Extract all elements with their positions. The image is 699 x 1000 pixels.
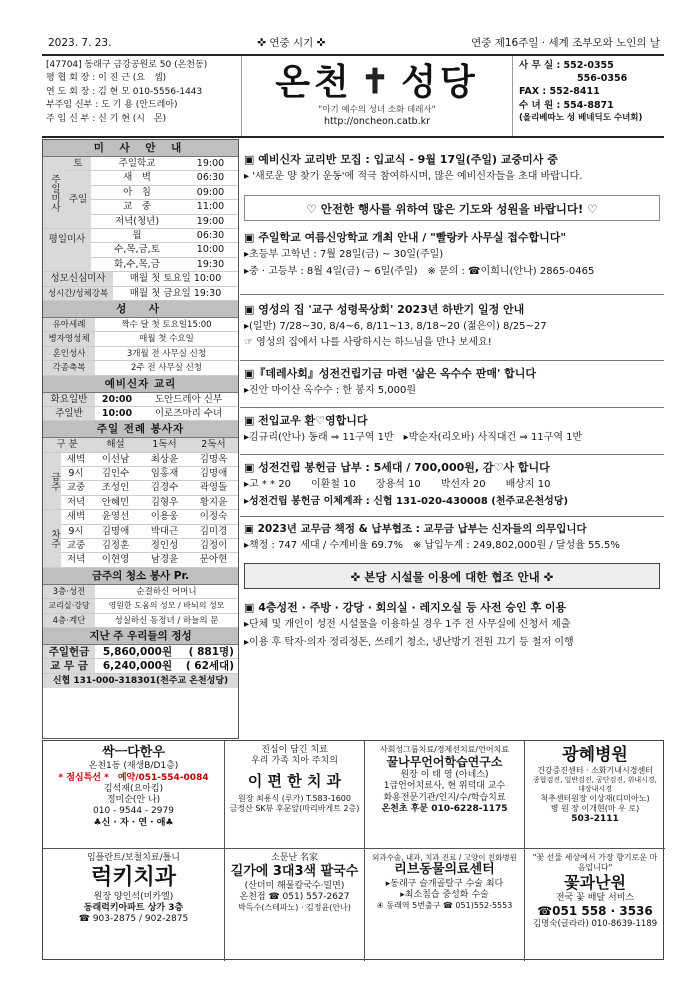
ad-line: 정미순(안 나) bbox=[106, 795, 161, 805]
notice-retreat: ▣ 영성의 집 '교구 성령묵상회' 2023년 하반기 일정 안내 bbox=[244, 303, 525, 316]
ministers-header bbox=[43, 438, 238, 452]
ad-line: 소문난 名家 bbox=[271, 853, 318, 863]
sacrament-row bbox=[43, 347, 238, 361]
notice-corn-sale: ▣『데레사회』성전건립기금 마련 '삶은 옥수수 판매' 합니다 bbox=[244, 366, 537, 380]
ad-line: 503-2111 bbox=[571, 813, 619, 824]
title-part-1: 온천 bbox=[275, 61, 353, 103]
ad-title: 꿀나무언어학습연구소 bbox=[386, 755, 503, 769]
cell: 남경윤 bbox=[140, 553, 189, 567]
ad-line: 임플란트/보철치료/틀니 bbox=[86, 853, 180, 863]
ad-line: * 점심특선 * 예약/051-554-0084 bbox=[58, 772, 209, 783]
mass-name: 저녁(청년) bbox=[91, 215, 183, 229]
sunday-label: 주일 bbox=[65, 171, 91, 229]
ad-line: ♣신 · 자 · 연 · 애♣ bbox=[93, 817, 174, 828]
ads-grid bbox=[42, 740, 664, 960]
cleaning-row bbox=[43, 614, 238, 628]
catechumen-title: 예비신자 교리 bbox=[43, 376, 238, 393]
cell: 황지윤 bbox=[189, 496, 238, 510]
sacrament-title: 성 사 bbox=[43, 301, 238, 318]
notice-summer-school: ▣ 주일학교 여름신앙학교 개최 안내 / "빨랑카 사무실 접수합니다" bbox=[244, 231, 567, 245]
col-head: 구 분 bbox=[43, 438, 91, 452]
parish-info bbox=[42, 56, 242, 136]
notice-church-fee-a: ▸책정 : 747 세대 / 수계비율 69.7% ※ 납입누계 : 249,802,000원 / 달성율 55.5% bbox=[244, 540, 620, 552]
notice-summer-school-b: ▸중 · 고등부 : 8월 4일(금) ~ 6일(주일) ※ 문의 : ☎이희니(안나) 2865-0465 bbox=[244, 265, 595, 277]
ad-line: ▸동래구 슬개골탈구 수술 최다 bbox=[385, 878, 504, 889]
vice-president: 연 도 회 장 : 김 현 모 010-5556-1443 bbox=[46, 86, 203, 97]
masthead bbox=[42, 54, 664, 138]
offering-row bbox=[43, 645, 238, 659]
special-time: 매월 첫 금요일 19:30 bbox=[129, 287, 222, 299]
mass-guide-title: 미 사 안 내 bbox=[43, 140, 238, 157]
ad-line: 원장 최용식 (루카) T.583-1600 bbox=[238, 794, 351, 804]
ad-title: 광혜병원 bbox=[562, 745, 628, 765]
mass-name: 아 침 bbox=[91, 186, 183, 200]
ministers-next-week bbox=[43, 510, 238, 568]
sunday-mass-label: 주일미사 bbox=[43, 157, 65, 229]
notice-building-fund-b: ▸성전건립 봉헌금 이체계좌 : 신협 131-020-430008 (천주교온천성당) bbox=[244, 495, 569, 507]
notice-catechumen: ▣ 예비신자 교리반 모집 : 입교식 - 9월 17일(주일) 교중미사 중 bbox=[244, 153, 558, 166]
fax: FAX : 552-8411 bbox=[519, 86, 600, 98]
sacrament-row bbox=[43, 318, 238, 332]
ad-line: 원장 이 태 영 (아네스) bbox=[400, 770, 489, 780]
notice-corn-sale-a: ▸진안 마이산 옥수수 : 한 봉지 5,000원 bbox=[244, 384, 417, 396]
notice-facility: ▣ 4층성전 · 주방 · 강당 · 회의실 · 레지오실 등 사전 승인 후 이용 bbox=[244, 600, 567, 614]
cleaning-area: 3층·성전 bbox=[43, 585, 95, 598]
ad-title: 럭키치과 bbox=[90, 864, 176, 891]
ministers-title: 주일 전례 봉사자 bbox=[43, 421, 238, 438]
weekday-mass-label: 평일미사 bbox=[43, 229, 91, 272]
notice-building-fund-a: ▸고 * * 20 이환철 10 장용석 10 박선자 20 배상지 10 bbox=[244, 479, 551, 490]
ad-noodle bbox=[225, 849, 365, 961]
saturday-label: 토 bbox=[65, 157, 91, 171]
offering-amount: 5,860,000원 bbox=[102, 646, 173, 659]
ad-line: 동래럭키아파트 상가 3층 bbox=[83, 903, 184, 913]
ad-line: 사회성그룹치료/경제선치료/언어치료 bbox=[379, 745, 510, 754]
cell: 김인수 bbox=[91, 467, 140, 481]
ad-title: 이 편 한 치 과 bbox=[247, 771, 342, 790]
mass-name: 화,수,목,금 bbox=[91, 258, 183, 272]
ad-hospital bbox=[525, 741, 665, 849]
ad-title: 싹ㅡ다한우 bbox=[102, 745, 165, 760]
offering-amount: 6,240,000원 bbox=[102, 660, 173, 673]
col-head: 해설 bbox=[91, 438, 140, 452]
address: [47704] 동래구 금강공원로 50 (온천동) bbox=[46, 60, 208, 70]
notice-retreat-a: ▸(일반) 7/28~30, 8/4~6, 8/11~13, 8/18~20 (젊은이) 8/25~27 bbox=[244, 320, 547, 332]
office-phone: 사 무 실 : 552-0355 bbox=[519, 60, 614, 71]
cell: 이용웅 bbox=[140, 510, 189, 524]
ad-line: 종합검진, 일반검진, 공단검진, 위내시경, 대장내시경 bbox=[533, 776, 657, 793]
sacrament-row bbox=[43, 361, 238, 375]
top-line bbox=[48, 36, 660, 52]
office-phone-2: 556-0356 bbox=[577, 73, 628, 85]
ad-title: 꽃과난원 bbox=[564, 873, 626, 892]
title-block bbox=[242, 56, 512, 136]
notice-facility-b: ▸이용 후 탁자·의자 정리정돈, 쓰레기 청소, 냉난방기 전원 끄기 등 철저 이행 bbox=[244, 636, 574, 648]
cleaning-area: 교리실·강당 bbox=[43, 599, 95, 612]
ad-line: (산더미 해물칼국수·밀면) bbox=[244, 880, 345, 891]
cell: 9시 bbox=[61, 525, 91, 539]
class-teacher: 도안드레아 신부 bbox=[154, 393, 223, 405]
ad-beef bbox=[43, 741, 225, 849]
ad-line: 박득수(스테파노) · 김정윤(안나) bbox=[238, 903, 351, 912]
ad-line: ☎ 903-2875 / 902-2875 bbox=[78, 914, 189, 925]
this-week-label: 금주 bbox=[43, 453, 61, 511]
safety-banner: ♡ 안전한 행사를 위하여 많은 기도와 성원을 바랍니다! ♡ bbox=[244, 195, 660, 221]
mass-name: 월 bbox=[91, 229, 183, 243]
facility-banner: ✜ 본당 시설물 이용에 대한 협조 안내 ✜ bbox=[244, 563, 660, 589]
cell: 곽영돌 bbox=[189, 481, 238, 495]
class-label: 화요일반 bbox=[43, 393, 95, 406]
cell: 이현영 bbox=[91, 553, 140, 567]
cell: 김명애 bbox=[91, 525, 140, 539]
sacrament-label: 혼인성사 bbox=[43, 347, 95, 360]
ad-language bbox=[365, 741, 525, 849]
special-time: 매월 첫 토요일 10:00 bbox=[129, 273, 222, 285]
ad-line: ④ 동래역 5번출구 ☎ 051)552-5553 bbox=[376, 901, 513, 911]
ad-line: 금정산 SK뷰 후문앞(따리바게트 2층) bbox=[229, 804, 360, 814]
cell: 문아현 bbox=[189, 553, 238, 567]
ad-line: 전국 꽃 배달 서비스 bbox=[555, 893, 635, 903]
ad-line: 김명숙(글라라) 010-8639-1189 bbox=[532, 919, 658, 930]
contact-info bbox=[512, 56, 664, 136]
sacrament-label: 유아세례 bbox=[43, 318, 95, 331]
convent-name: (올리베따노 성 베네딕도 수녀회) bbox=[519, 112, 643, 123]
ad-title: 길가에 3대3색 팥국수 bbox=[230, 864, 359, 880]
ad-line: 원장 양인석(미카엘) bbox=[93, 891, 174, 902]
ad-vet bbox=[365, 849, 525, 961]
notice-retreat-b: ☞ 영성의 집에서 나를 사랑하시는 하느님을 만나 보세요! bbox=[244, 337, 492, 349]
pastor: 주 임 신 부 : 신 기 현 (시 몬) bbox=[46, 113, 167, 124]
cell: 김정훈 bbox=[91, 539, 140, 553]
next-week-label: 차주 bbox=[43, 510, 61, 568]
season: ✜ 연중 시기 ✜ bbox=[257, 37, 326, 50]
cell: 안혜민 bbox=[91, 496, 140, 510]
mass-time: 09:00 bbox=[183, 186, 238, 200]
notice-facility-a: ▸단체 및 개인이 성전 시설물을 이용하실 경우 1주 전 사무실에 신청서 제출 bbox=[244, 619, 571, 631]
class-time: 10:00 bbox=[101, 407, 133, 419]
mass-time: 19:00 bbox=[183, 215, 238, 229]
sunday-mass-table bbox=[43, 157, 238, 229]
ad-flower bbox=[525, 849, 665, 961]
special-mass-row bbox=[43, 272, 238, 286]
parish-title bbox=[242, 60, 512, 105]
mass-name: 수,목,금,토 bbox=[91, 243, 183, 257]
cell: 9시 bbox=[61, 467, 91, 481]
title-part-2: 성당 bbox=[401, 61, 479, 103]
ad-line: 1급언어치료사, 현 위덕대 교수 bbox=[383, 781, 506, 792]
ministers-this-week bbox=[43, 453, 238, 511]
cell: 조성인 bbox=[91, 481, 140, 495]
cell: 임홍재 bbox=[140, 467, 189, 481]
cleaning-title: 금주의 청소 봉사 Pr. bbox=[43, 568, 238, 585]
cell: 김명옥 bbox=[189, 453, 238, 467]
cell: 이선남 bbox=[91, 453, 140, 467]
col-head: 1독서 bbox=[140, 438, 189, 452]
offering-label: 주일헌금 bbox=[43, 645, 95, 658]
cell: 김미경 bbox=[189, 525, 238, 539]
cell: 저녁 bbox=[61, 496, 91, 510]
mass-name: 주일학교 bbox=[91, 157, 183, 171]
notice-catechumen-body: ▸ '새로운 양 찾기 운동'에 적극 참여하시며, 많은 예비신자들을 초대 바랍니다. bbox=[244, 170, 583, 182]
ad-line: "꽃 선물 세상에서 가장 향기로운 마음입니다" bbox=[532, 853, 658, 872]
website-link[interactable]: http://oncheon.catb.kr bbox=[323, 115, 431, 127]
cell: 최상윤 bbox=[140, 453, 189, 467]
catechumen-row bbox=[43, 393, 238, 407]
ad-dental-2 bbox=[43, 849, 225, 961]
notice-welcome: ▣ 전입교우 환♡영합니다 bbox=[244, 414, 368, 427]
motto: "아기 예수의 성녀 소화 데레사" bbox=[318, 105, 436, 115]
ad-line: 온천점 ☎ 051) 557-2627 bbox=[239, 891, 350, 902]
left-column bbox=[42, 139, 239, 739]
ad-line: 병 원 장 이개현(마 우 로) bbox=[550, 803, 640, 813]
ad-line: 진심이 담긴 치료 bbox=[261, 745, 328, 755]
mass-time: 06:30 bbox=[183, 171, 238, 185]
class-teacher: 이로즈마리 수녀 bbox=[154, 407, 223, 419]
offering-count: ( 881명) bbox=[188, 646, 234, 659]
sacrament-detail: 매월 첫 수요일 bbox=[139, 334, 194, 345]
col-head: 2독서 bbox=[189, 438, 238, 452]
cell: 김경수 bbox=[140, 481, 189, 495]
cleaning-area: 4층·계단 bbox=[43, 614, 95, 627]
cell: 김형우 bbox=[140, 496, 189, 510]
sacrament-detail: 짝수 달 첫 토요일15:00 bbox=[121, 319, 212, 330]
bank-account: 신협 131-000-318301(천주교 온천성당) bbox=[43, 674, 238, 688]
notice-church-fee: ▣ 2023년 교무금 책정 & 납부협조 : 교무금 납부는 신자들의 의무입니다 bbox=[244, 523, 587, 535]
catechumen-row bbox=[43, 407, 238, 421]
cross-icon: ✝ bbox=[360, 62, 394, 103]
cell: 박대근 bbox=[140, 525, 189, 539]
convent-phone: 수 녀 원 : 554-8871 bbox=[519, 99, 614, 111]
council-president: 평 협 회 장 : 이 진 근 (요 셉) bbox=[46, 73, 167, 84]
offering-row bbox=[43, 659, 238, 673]
mass-name: 새 벽 bbox=[91, 171, 183, 185]
ad-line: 온천초 후문 010-6228-1175 bbox=[381, 803, 508, 814]
ad-line: 온천1동 (재생B/D1층) bbox=[88, 761, 179, 772]
issue-date: 2023. 7. 23. bbox=[48, 37, 112, 50]
ad-line: 우리 가족 치아 주치의 bbox=[251, 756, 338, 767]
notices bbox=[240, 139, 664, 739]
cleaning-row bbox=[43, 599, 238, 613]
offering-label: 교 무 금 bbox=[43, 659, 95, 672]
class-time: 20:00 bbox=[101, 393, 133, 405]
special-mass-row bbox=[43, 287, 238, 301]
special-label: 성모신심미사 bbox=[43, 272, 113, 285]
class-label: 주일반 bbox=[43, 407, 95, 420]
sacrament-row bbox=[43, 332, 238, 346]
ad-line: 화용전문기관/인지/수/학습치료 bbox=[383, 792, 506, 803]
ad-line: 010 - 9544 - 2979 bbox=[93, 806, 174, 817]
sunday-title: 연중 제16주일 · 세계 조부모와 노인의 날 bbox=[471, 37, 660, 50]
sacrament-label: 병자영성체 bbox=[43, 332, 95, 345]
sacrament-detail: 3개월 전 사무실 신청 bbox=[126, 348, 207, 359]
ad-line: 외과수술, 내과, 치과 진료 / 고양이 친화병원 bbox=[372, 853, 517, 862]
assistant-priest: 부주임 신부 : 도 기 용 (안드레아) bbox=[46, 100, 178, 111]
ad-line: 건강증진센터 · 소화기내시경센터 bbox=[537, 766, 653, 776]
notice-summer-school-a: ▸초등부 고학년 : 7월 28일(금) ~ 30일(주일) bbox=[244, 249, 444, 260]
mass-time: 10:00 bbox=[183, 243, 238, 257]
cell: 교중 bbox=[61, 481, 91, 495]
ad-line: ▸최소침습 중성화 수술 bbox=[400, 889, 489, 900]
ad-line: ☎051 558 · 3536 bbox=[537, 904, 653, 919]
cleaning-group: 성실하신 동정녀 / 하늘의 문 bbox=[114, 615, 219, 626]
cell: 이정숙 bbox=[189, 510, 238, 524]
cell: 김명애 bbox=[189, 467, 238, 481]
mass-time: 11:00 bbox=[183, 200, 238, 214]
ad-line: 척추센터원장 이상재(디미아노) bbox=[540, 793, 650, 803]
notice-welcome-a: ▸김규리(안나) 동래 ⇒ 11구역 1반 ▸박순자(리오바) 사직대건 ⇒ 11구역 1반 bbox=[244, 431, 583, 443]
sacrament-detail: 2주 전 사무실 신청 bbox=[131, 363, 202, 374]
cleaning-group: 영원한 도움의 성모 / 바뇌의 성모 bbox=[108, 601, 225, 611]
sacrament-label: 각종축복 bbox=[43, 361, 95, 374]
mass-time: 19:00 bbox=[183, 157, 238, 171]
cell: 교중 bbox=[61, 539, 91, 553]
cell: 새벽 bbox=[61, 453, 91, 467]
offering-count: ( 62세대) bbox=[185, 660, 234, 673]
special-label: 성시간/성체강복 bbox=[43, 287, 113, 300]
weekday-mass-table bbox=[43, 229, 238, 272]
mass-time: 06:30 bbox=[183, 229, 238, 243]
ad-line: 김석재(요아킴) bbox=[103, 783, 164, 794]
ad-title: 리브동물의료센터 bbox=[394, 862, 495, 878]
cell: 김정이 bbox=[189, 539, 238, 553]
cell: 새벽 bbox=[61, 510, 91, 524]
cell: 저녁 bbox=[61, 553, 91, 567]
cleaning-row bbox=[43, 585, 238, 599]
offering-title: 지난 주 우리들의 정성 bbox=[43, 628, 238, 645]
ad-dental-1 bbox=[225, 741, 365, 849]
cleaning-group: 순결하신 어머니 bbox=[136, 586, 197, 597]
mass-time: 19:30 bbox=[183, 258, 238, 272]
mass-name: 교 중 bbox=[91, 200, 183, 214]
notice-building-fund: ▣ 성전건립 봉헌금 납부 : 5세대 / 700,000원, 감♡사 합니다 bbox=[244, 461, 550, 475]
cell: 윤영선 bbox=[91, 510, 140, 524]
cell: 정인성 bbox=[140, 539, 189, 553]
